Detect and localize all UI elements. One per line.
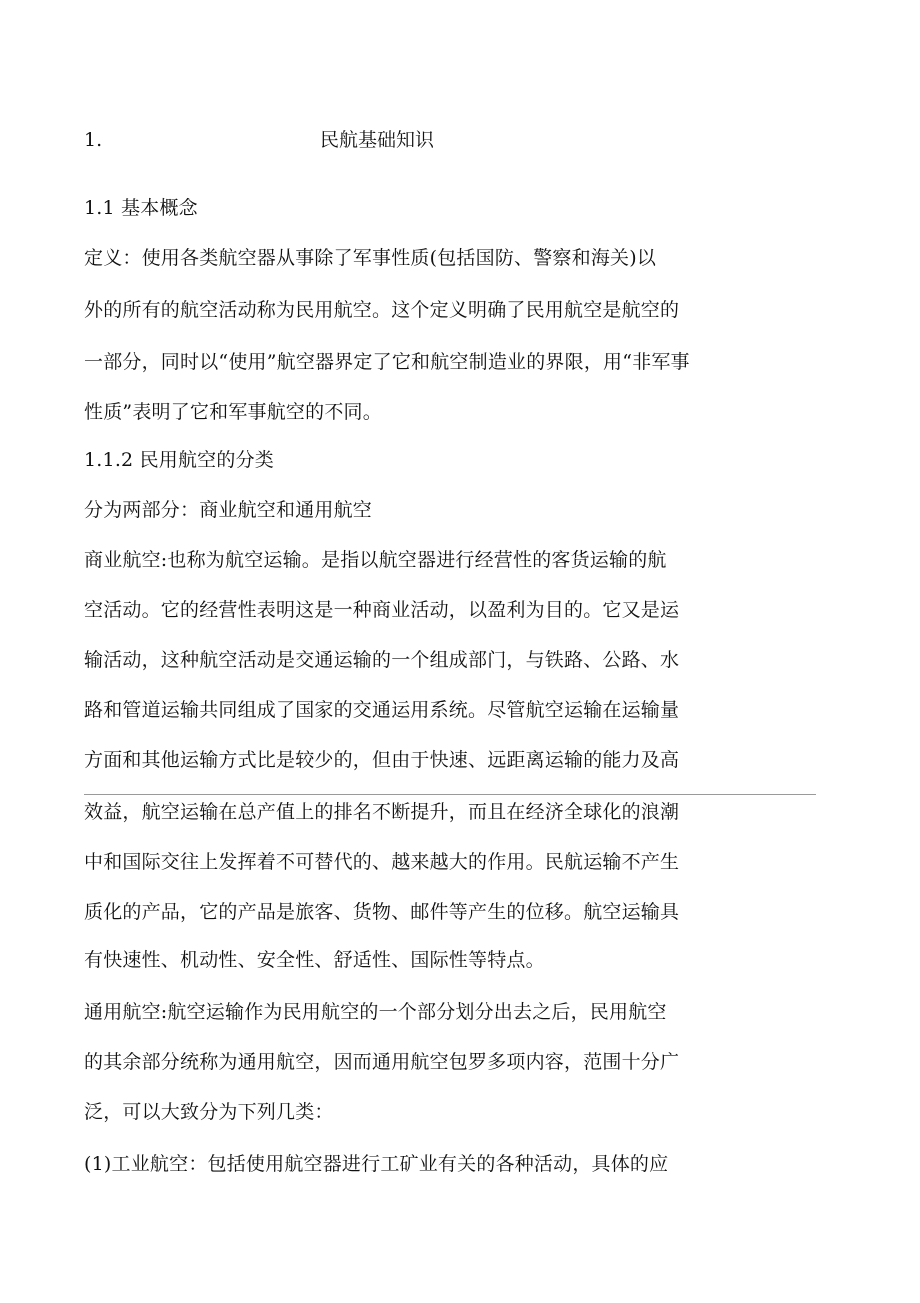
- section-title: 民航基础知识: [320, 129, 435, 151]
- paragraph-line: 路和管道运输共同组成了国家的交通运用系统。尽管航空运输在运输量: [84, 699, 680, 721]
- paragraph-line: 方面和其他运输方式比是较少的，但由于快速、远距离运输的能力及高: [84, 749, 680, 771]
- horizontal-divider: [84, 794, 816, 795]
- paragraph-line: 商业航空:也称为航空运输。是指以航空器进行经营性的客货运输的航: [84, 549, 667, 571]
- subsection-heading: 1.1.2 民用航空的分类: [84, 449, 274, 471]
- paragraph-line: 性质”表明了它和军事航空的不同。: [84, 401, 382, 423]
- paragraph-line: 中和国际交往上发挥着不可替代的、越来越大的作用。民航运输不产生: [84, 851, 680, 873]
- paragraph-line: 空活动。它的经营性表明这是一种商业活动，以盈利为目的。它又是运: [84, 599, 680, 621]
- paragraph-line: 质化的产品，它的产品是旅客、货物、邮件等产生的位移。航空运输具: [84, 901, 680, 923]
- paragraph-line: 分为两部分：商业航空和通用航空: [84, 499, 373, 521]
- paragraph-line: 输活动，这种航空活动是交通运输的一个组成部门，与铁路、公路、水: [84, 649, 680, 671]
- paragraph-line: 泛，可以大致分为下列几类：: [84, 1101, 334, 1123]
- paragraph-line: 通用航空:航空运输作为民用航空的一个部分划分出去之后，民用航空: [84, 1001, 667, 1023]
- section-number: 1.: [84, 129, 103, 151]
- paragraph-line: 一部分，同时以“使用”航空器界定了它和航空制造业的界限，用“非军事: [84, 351, 690, 373]
- paragraph-line: 效益，航空运输在总产值上的排名不断提升，而且在经济全球化的浪潮: [84, 801, 680, 823]
- paragraph-line: 的其余部分统称为通用航空，因而通用航空包罗多项内容，范围十分广: [84, 1051, 680, 1073]
- paragraph-line: 有快速性、机动性、安全性、舒适性、国际性等特点。: [84, 949, 545, 971]
- subsection-heading: 1.1 基本概念: [84, 197, 198, 219]
- paragraph-line: 外的所有的航空活动称为民用航空。这个定义明确了民用航空是航空的: [84, 299, 680, 321]
- paragraph-line: 定义：使用各类航空器从事除了军事性质(包括国防、警察和海关)以: [84, 247, 657, 269]
- list-item: (1)工业航空：包括使用航空器进行工矿业有关的各种活动，具体的应: [84, 1153, 669, 1175]
